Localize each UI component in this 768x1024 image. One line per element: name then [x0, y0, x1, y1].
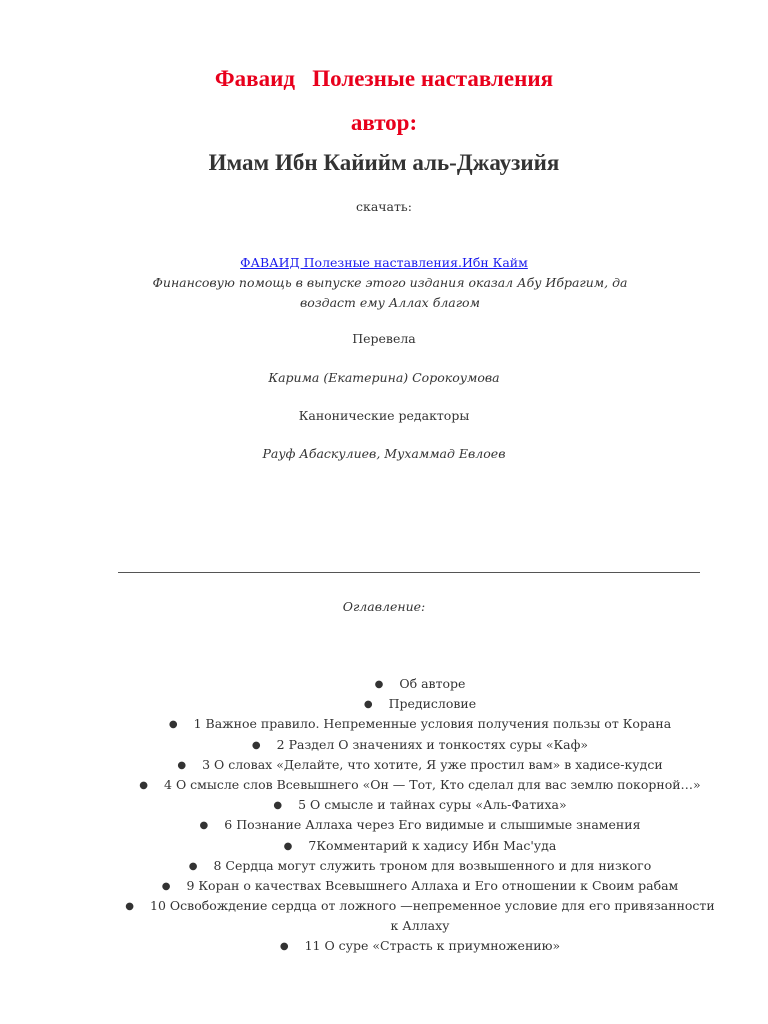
toc-item[interactable] — [120, 936, 720, 956]
translator-name: Карима (Екатерина) Сорокоумова — [268, 370, 500, 385]
bullet-icon: ● — [161, 881, 171, 893]
translated-label: Перевела — [352, 331, 416, 346]
toc-item[interactable] — [120, 714, 720, 734]
bullet-icon: ● — [177, 759, 187, 771]
toc-item[interactable] — [120, 795, 720, 815]
toc-item[interactable] — [120, 815, 720, 835]
editors-label: Канонические редакторы — [298, 408, 470, 423]
bullet-icon: ● — [363, 699, 373, 711]
toc-item[interactable] — [120, 856, 720, 876]
toc-item[interactable] — [120, 694, 720, 714]
toc-item-label: 3 О словах «Делайте, что хотите, Я уже простил вам» в хадисе-кудси — [202, 756, 663, 772]
book-title: Фаваид Полезные наставления — [214, 66, 554, 91]
editors-names: Рауф Абаскулиев, Мухаммад Евлоев — [262, 446, 506, 461]
toc-item-label: 2 Раздел О значениях и тонкостях суры «Каф» — [276, 736, 589, 752]
bullet-icon: ● — [283, 840, 293, 852]
toc-item-label: 9 Коран о качествах Всевышнего Аллаха и Его отношении к Своим рабам — [186, 878, 679, 894]
bullet-icon: ● — [168, 719, 178, 731]
download-link-wrapper — [0, 252, 768, 271]
toc-item-label: 1 Важное правило. Непременные условия получения пользы от Корана — [193, 716, 672, 732]
toc-heading: Оглавление: — [342, 599, 426, 614]
toc-item[interactable] — [120, 876, 720, 896]
toc-item-label: 11 О суре «Страсть к приумножению» — [304, 937, 561, 953]
toc-item-label: Предисловие — [388, 696, 477, 712]
toc-item-label: 4 О смысле слов Всевышнего «Он — Тот, Кто сделал для вас землю покорной…» — [164, 777, 701, 793]
toc-item-label: 6 Познание Аллаха через Его видимые и слышимые знамения — [224, 817, 641, 833]
download-link[interactable]: ФАВАИД Полезные наставления.Ибн Кайм — [240, 255, 528, 270]
toc-list — [120, 674, 720, 956]
toc-item-label: 5 О смысле и тайнах суры «Аль-Фатиха» — [298, 797, 567, 813]
bullet-icon: ● — [139, 780, 149, 792]
download-label: скачать: — [356, 199, 412, 214]
toc-item[interactable] — [120, 755, 720, 775]
bullet-icon: ● — [125, 901, 135, 913]
author-label: автор: — [350, 110, 418, 135]
toc-item[interactable] — [120, 896, 720, 935]
bullet-icon: ● — [251, 739, 261, 751]
toc-item-label: Об авторе — [399, 676, 466, 691]
toc-item-label: 8 Сердца могут служить троном для возвышенного и для низкого — [213, 857, 652, 873]
toc-item-label: 7Комментарий к хадису Ибн Мас'уда — [308, 837, 557, 853]
bullet-icon: ● — [199, 820, 209, 832]
toc-item[interactable] — [120, 735, 720, 755]
toc-item[interactable] — [120, 775, 720, 795]
financial-help-note: Финансовую помощь в выпуске этого издания оказал Абу Ибрагим, да воздаст ему Аллах благом — [152, 275, 628, 310]
horizontal-divider — [118, 572, 700, 573]
toc-item[interactable] — [120, 674, 720, 694]
author-name: Имам Ибн Кайийм аль-Джаузийя — [208, 150, 560, 175]
bullet-icon: ● — [188, 860, 198, 872]
bullet-icon: ● — [273, 800, 283, 812]
toc-item[interactable] — [120, 836, 720, 856]
toc-item-label: 10 Освобождение сердца от ложного —непременное условие для его привязанности к Аллаху — [150, 898, 715, 934]
bullet-icon: ● — [279, 940, 289, 952]
bullet-icon: ● — [374, 679, 384, 690]
